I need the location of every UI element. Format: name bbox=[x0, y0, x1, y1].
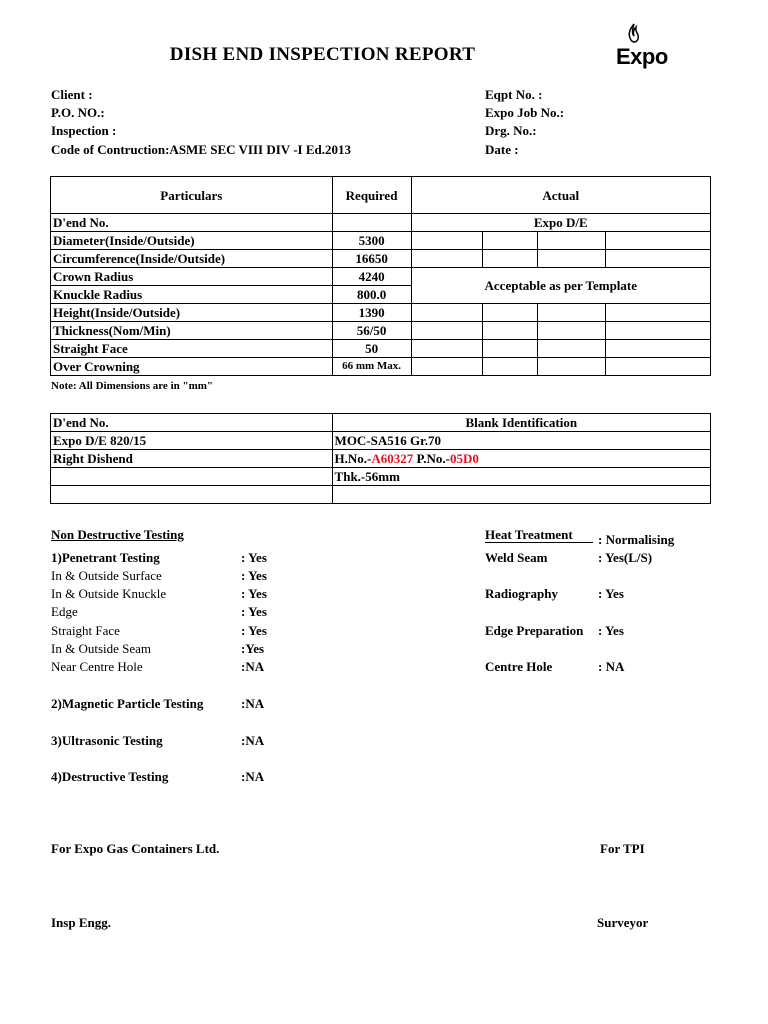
actual-cell bbox=[606, 232, 711, 250]
ndt-label: 1)Penetrant Testing bbox=[51, 550, 160, 565]
ndt-value: :NA bbox=[241, 769, 265, 784]
ndt-label: In & Outside Surface bbox=[51, 568, 162, 583]
blank-empty-cell bbox=[332, 486, 710, 504]
flame-icon bbox=[624, 22, 644, 46]
actual-cell bbox=[411, 304, 483, 322]
blank-thickness: Thk.-56mm bbox=[332, 468, 710, 486]
row-particular: Height(Inside/Outside) bbox=[51, 304, 333, 322]
row-required: 5300 bbox=[332, 232, 411, 250]
ht-value: : NA bbox=[598, 659, 625, 674]
plate-prefix: P.No.- bbox=[413, 451, 450, 466]
ndt-label: In & Outside Knuckle bbox=[51, 586, 167, 601]
row-particular: Straight Face bbox=[51, 340, 333, 358]
row-required: 50 bbox=[332, 340, 411, 358]
row-particular: Thickness(Nom/Min) bbox=[51, 322, 333, 340]
blank-empty-cell bbox=[51, 468, 333, 486]
dimensions-note: Note: All Dimensions are in "mm" bbox=[51, 380, 214, 392]
code-field: Code of Contruction:ASME SEC VIII DIV -I Ed.2013 bbox=[51, 142, 352, 157]
inspection-field: Inspection : bbox=[51, 123, 117, 138]
logo-text: Expo bbox=[616, 44, 668, 69]
row-required: 800.0 bbox=[332, 286, 411, 304]
blank-header-identification: Blank Identification bbox=[332, 414, 710, 432]
actual-cell bbox=[411, 340, 483, 358]
ndt-value: :NA bbox=[241, 659, 265, 674]
dimensions-table bbox=[50, 176, 711, 376]
row-particular: Knuckle Radius bbox=[51, 286, 333, 304]
actual-cell bbox=[538, 232, 606, 250]
actual-cell bbox=[538, 358, 606, 376]
actual-cell bbox=[606, 358, 711, 376]
row-required: 56/50 bbox=[332, 322, 411, 340]
ndt-value: :Yes bbox=[241, 641, 265, 656]
row-particular: Circumference(Inside/Outside) bbox=[51, 250, 333, 268]
company-signature: For Expo Gas Containers Ltd. bbox=[51, 841, 220, 856]
actual-cell bbox=[483, 232, 538, 250]
ndt-label: Near Centre Hole bbox=[51, 659, 143, 674]
row-particular: Over Crowning bbox=[51, 358, 333, 376]
actual-cell bbox=[538, 304, 606, 322]
ndt-label: 4)Destructive Testing bbox=[51, 769, 169, 784]
actual-cell bbox=[411, 250, 483, 268]
header-required: Required bbox=[332, 177, 411, 214]
po-field: P.O. NO.: bbox=[51, 105, 105, 120]
ndt-label: Edge bbox=[51, 604, 78, 619]
insp-engg-signature: Insp Engg. bbox=[51, 915, 111, 930]
eqpt-field: Eqpt No. : bbox=[485, 87, 543, 102]
actual-cell bbox=[538, 250, 606, 268]
heat-number: A60327 bbox=[371, 451, 414, 466]
row-required: 1390 bbox=[332, 304, 411, 322]
client-field: Client : bbox=[51, 87, 93, 102]
heat-prefix: H.No.- bbox=[334, 451, 372, 466]
actual-cell bbox=[606, 322, 711, 340]
row-required: 16650 bbox=[332, 250, 411, 268]
actual-cell bbox=[411, 322, 483, 340]
ndt-value: : Yes bbox=[241, 604, 267, 619]
ndt-heading: Non Destructive Testing bbox=[51, 527, 184, 542]
actual-cell bbox=[606, 304, 711, 322]
job-field: Expo Job No.: bbox=[485, 105, 565, 120]
plate-number: 05D0 bbox=[450, 451, 479, 466]
row-required: 66 mm Max. bbox=[332, 358, 411, 376]
actual-cell bbox=[411, 232, 483, 250]
heat-treatment-heading: Heat Treatment bbox=[485, 527, 593, 543]
row-particular: Crown Radius bbox=[51, 268, 333, 286]
actual-cell bbox=[483, 250, 538, 268]
blank-dend-no: Expo D/E 820/15 bbox=[51, 432, 333, 450]
ndt-label: Straight Face bbox=[51, 623, 120, 638]
actual-cell bbox=[538, 322, 606, 340]
surveyor-signature: Surveyor bbox=[597, 915, 649, 930]
ndt-value: : Yes bbox=[241, 568, 267, 583]
blank-header-dend: D'end No. bbox=[51, 414, 333, 432]
row-particular: Diameter(Inside/Outside) bbox=[51, 232, 333, 250]
ndt-value: : Yes bbox=[241, 586, 267, 601]
actual-dend: Expo D/E bbox=[411, 214, 710, 232]
ndt-value: :NA bbox=[241, 696, 265, 711]
ht-label: Edge Preparation bbox=[485, 623, 584, 638]
drg-field: Drg. No.: bbox=[485, 123, 537, 138]
row-particular: D'end No. bbox=[51, 214, 333, 232]
ndt-value: : Yes bbox=[241, 550, 267, 565]
expo-logo bbox=[614, 22, 684, 72]
tpi-signature: For TPI bbox=[600, 841, 645, 856]
blank-table bbox=[50, 413, 711, 504]
blank-heat-plate bbox=[332, 450, 710, 468]
blank-dend-type: Right Dishend bbox=[51, 450, 333, 468]
row-required bbox=[332, 214, 411, 232]
actual-cell bbox=[483, 322, 538, 340]
actual-cell bbox=[483, 304, 538, 322]
actual-cell bbox=[606, 340, 711, 358]
actual-cell bbox=[483, 358, 538, 376]
actual-cell bbox=[538, 340, 606, 358]
ht-label: Radiography bbox=[485, 586, 558, 601]
ht-value: : Yes(L/S) bbox=[598, 550, 653, 565]
ndt-label: 2)Magnetic Particle Testing bbox=[51, 696, 204, 711]
ndt-label: In & Outside Seam bbox=[51, 641, 152, 656]
ndt-label: 3)Ultrasonic Testing bbox=[51, 733, 163, 748]
ht-label: Centre Hole bbox=[485, 659, 553, 674]
ht-value: : Yes bbox=[598, 623, 624, 638]
actual-cell bbox=[483, 340, 538, 358]
actual-cell bbox=[411, 358, 483, 376]
ht-value: : Yes bbox=[598, 586, 624, 601]
ndt-value: :NA bbox=[241, 733, 265, 748]
report-title: DISH END INSPECTION REPORT bbox=[169, 44, 476, 65]
row-required: 4240 bbox=[332, 268, 411, 286]
header-particulars: Particulars bbox=[51, 177, 333, 214]
ht-label: Weld Seam bbox=[485, 550, 548, 565]
ndt-value: : Yes bbox=[241, 623, 267, 638]
date-field: Date : bbox=[485, 142, 519, 157]
blank-empty-cell bbox=[51, 486, 333, 504]
heat-treatment-value: : Normalising bbox=[598, 532, 675, 547]
template-note: Acceptable as per Template bbox=[411, 268, 710, 304]
actual-cell bbox=[606, 250, 711, 268]
header-actual: Actual bbox=[411, 177, 710, 214]
blank-moc: MOC-SA516 Gr.70 bbox=[332, 432, 710, 450]
